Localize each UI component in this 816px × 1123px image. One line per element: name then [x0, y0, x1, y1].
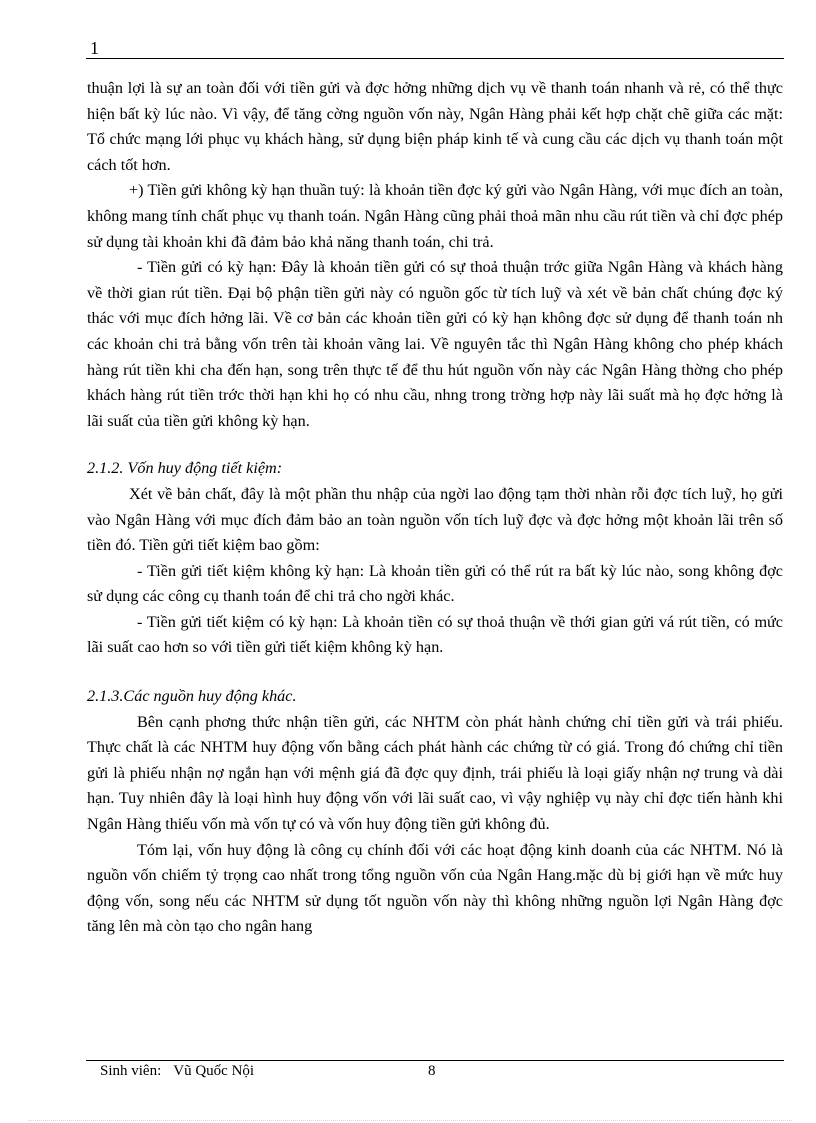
document-body: [87, 76, 783, 940]
paragraph: - Tiền gửi tiết kiệm không kỳ hạn: Là khoản tiền gửi có thể rút ra bất kỳ lúc nào, song không đợc sử dụng các công cụ thanh toán để chi trả cho ngời khác.: [87, 561, 783, 606]
header-page-number: 1: [90, 38, 99, 58]
paragraph: - Tiền gửi có kỳ hạn: Đây là khoản tiền gửi có sự thoả thuận trớc giữa Ngân Hàng và khách hàng về thời gian rút tiền. Đại bộ phận tiền gửi này có nguồn gốc từ tích luỹ và xét về bản chất chúng đợc ký thác với mục đích hởng lãi. Về cơ bản các khoản tiền gửi có kỳ hạn không đợc sử dụng để thanh toán nh các khoản chi trả bằng vốn trên tài khoản vãng lai. Về nguyên tắc thì Ngân Hàng không cho phép khách hàng rút tiền khi cha đến hạn, song trên thực tế để thu hút nguồn vốn này các Ngân Hàng thờng cho phép khách hàng rút tiền trớc thời hạn khi họ có nhu cầu, nhng trong trờng hợp này lãi suất mà họ đợc hởng là lãi suất của tiền gửi không kỳ hạn.: [87, 258, 783, 430]
paragraph: Bên cạnh phơng thức nhận tiền gửi, các NHTM còn phát hành chứng chỉ tiền gửi và trái phiếu. Thực chất là các NHTM huy động vốn bằng cách phát hành các chứng từ có giá. Trong đó chứng chỉ tiền gửi là phiếu nhận nợ ngắn hạn với mệnh giá đã đợc quy định, trái phiếu là loại giấy nhận nợ trung và dài hạn. Tuy nhiên đây là loại hình huy động vốn với lãi suất cao, vì vậy nghiệp vụ này chỉ đợc tiến hành khi Ngân Hàng thiếu vốn mà vốn tự có và vốn huy động tiền gửi không đủ.: [87, 712, 783, 834]
paragraph: - Tiền gửi tiết kiệm có kỳ hạn: Là khoản tiền có sự thoả thuận về thới gian gửi vá rút tiền, có mức lãi suất cao hơn so với tiền gửi tiết kiệm không kỳ hạn.: [87, 612, 783, 657]
footer-rule: [86, 1060, 784, 1061]
footer-student-label: Sinh viên:: [100, 1063, 162, 1079]
section-heading-2-1-2: 2.1.2. Vốn huy động tiết kiệm:: [87, 459, 283, 478]
paragraph: Tóm lại, vốn huy động là công cụ chính đối với các hoạt động kinh doanh của các NHTM. Nó là nguồn vốn chiếm tỷ trọng cao nhất trong tổng nguồn vốn của Ngân Hang.mặc dù bị giới hạn về mức huy động vốn, song nếu các NHTM sử dụng tốt nguồn vốn này thì không những nguồn lợi Ngân Hàng đợc tăng lên mà còn tạo cho ngân hang: [87, 840, 783, 936]
paragraph: thuận lợi là sự an toàn đối với tiền gửi và đợc hởng những dịch vụ về thanh toán nhanh và rẻ, có thể thực hiện bất kỳ lúc nào. Vì vậy, để tăng cờng nguồn vốn này, Ngân Hàng phải kết hợp chặt chẽ giữa các mặt: Tổ chức mạng lới phục vụ khách hàng, sử dụng biện pháp kinh tế và cung cầu các dịch vụ thanh toán một cách tốt hơn.: [87, 79, 783, 174]
paragraph: Xét về bản chất, đây là một phần thu nhập của ngời lao động tạm thời nhàn rỗi đợc tích luỹ, họ gửi vào Ngân Hàng với mục đích đảm bảo an toàn nguồn vốn tích luỹ đợc và đợc hởng một khoản lãi trên số tiền đó. Tiền gửi tiết kiệm bao gồm:: [87, 484, 783, 555]
footer-student-name: Vũ Quốc Nội: [173, 1063, 255, 1079]
section-heading-2-1-3: 2.1.3.Các nguồn huy động khác.: [87, 687, 297, 706]
footer-page-number: 8: [428, 1063, 436, 1079]
page-edge: [28, 1120, 792, 1121]
header-rule: [86, 58, 784, 59]
paragraph: +) Tiền gửi không kỳ hạn thuần tuý: là khoản tiền đợc ký gửi vào Ngân Hàng, với mục đích an toàn, không mang tính chất phục vụ thanh toán. Ngân Hàng cũng phải thoả mãn nhu cầu rút tiền và chỉ đợc phép sử dụng tài khoản khi đã đảm bảo khả năng thanh toán, chi trả.: [87, 181, 783, 251]
footer-student: [100, 1063, 254, 1080]
